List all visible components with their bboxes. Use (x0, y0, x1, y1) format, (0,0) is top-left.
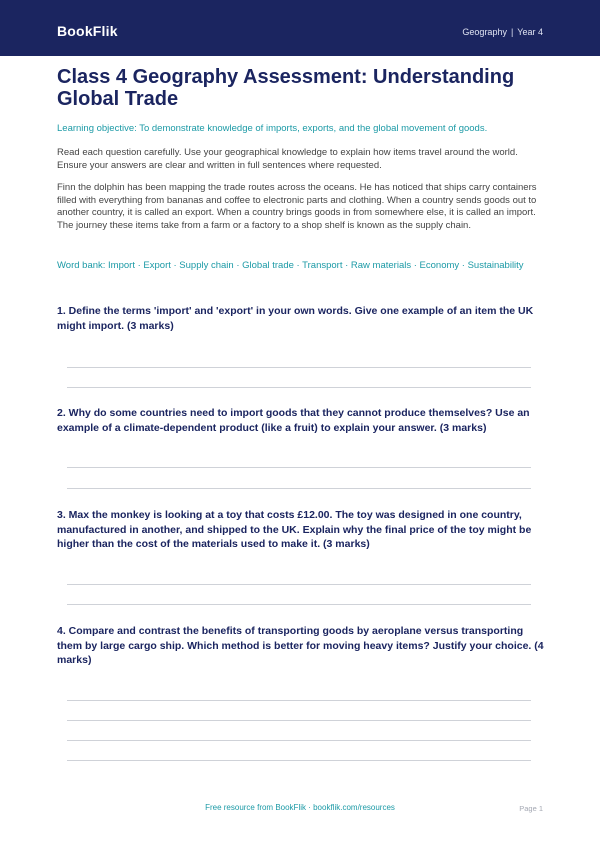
answer-line[interactable] (67, 604, 531, 605)
story-paragraph: Finn the dolphin has been mapping the trade routes across the oceans. He has noticed that ships carry containers filled with everything from bananas and coffee to electronic parts and clothing. When a country sends goods out to another country, it is called an export. When a country brings goods in from somewhere else, it is called an import. The journey these items take from a farm or a factory to a shop shelf is known as the supply chain. (57, 182, 537, 231)
brand-logo[interactable]: BookFlik (57, 23, 118, 39)
header-separator: | (510, 27, 514, 37)
answer-line[interactable] (67, 740, 531, 741)
answer-line[interactable] (67, 760, 531, 761)
question-2: 2. Why do some countries need to import goods that they cannot produce themselves? Use an example of a climate-dependent product (like a fruit) to explain your answer. (3 marks) (57, 407, 530, 434)
question-3: 3. Max the monkey is looking at a toy that costs £12.00. The toy was designed in one country, manufactured in another, and shipped to the UK. Explain why the final price of the toy might be higher than the cost of the materials used to make it. (3 marks) (57, 509, 532, 550)
footer-resource-link[interactable]: Free resource from BookFlik · bookflik.com/resources (205, 803, 395, 812)
subject-label: Geography (462, 27, 507, 37)
question-1: 1. Define the terms 'import' and 'export' in your own words. Give one example of an item the UK might import. (3 marks) (57, 305, 534, 332)
answer-line[interactable] (67, 584, 531, 585)
answer-line[interactable] (67, 488, 531, 489)
instructions-paragraph: Read each question carefully. Use your geographical knowledge to explain how items travel around the world. Ensure your answers are clear and written in full sentences where requested. (57, 147, 518, 171)
answer-line[interactable] (67, 367, 531, 368)
page-title: Class 4 Geography Assessment: Understanding Global Trade (57, 66, 515, 110)
page-header (0, 0, 600, 56)
answer-line[interactable] (67, 720, 531, 721)
answer-line[interactable] (67, 387, 531, 388)
answer-line[interactable] (67, 700, 531, 701)
answer-line[interactable] (67, 467, 531, 468)
question-4: 4. Compare and contrast the benefits of transporting goods by aeroplane versus transporting them by large cargo ship. Which method is better for moving heavy items? Justify your choice. (4 marks) (57, 625, 544, 666)
year-label: Year 4 (517, 27, 543, 37)
learning-objective: Learning objective: To demonstrate knowledge of imports, exports, and the global movement of goods. (57, 123, 488, 134)
word-bank: Word bank: Import · Export · Supply chain · Global trade · Transport · Raw materials · Economy · Sustainability (57, 260, 524, 271)
page-number: Page 1 (519, 804, 543, 813)
header-subject-year (462, 27, 543, 37)
